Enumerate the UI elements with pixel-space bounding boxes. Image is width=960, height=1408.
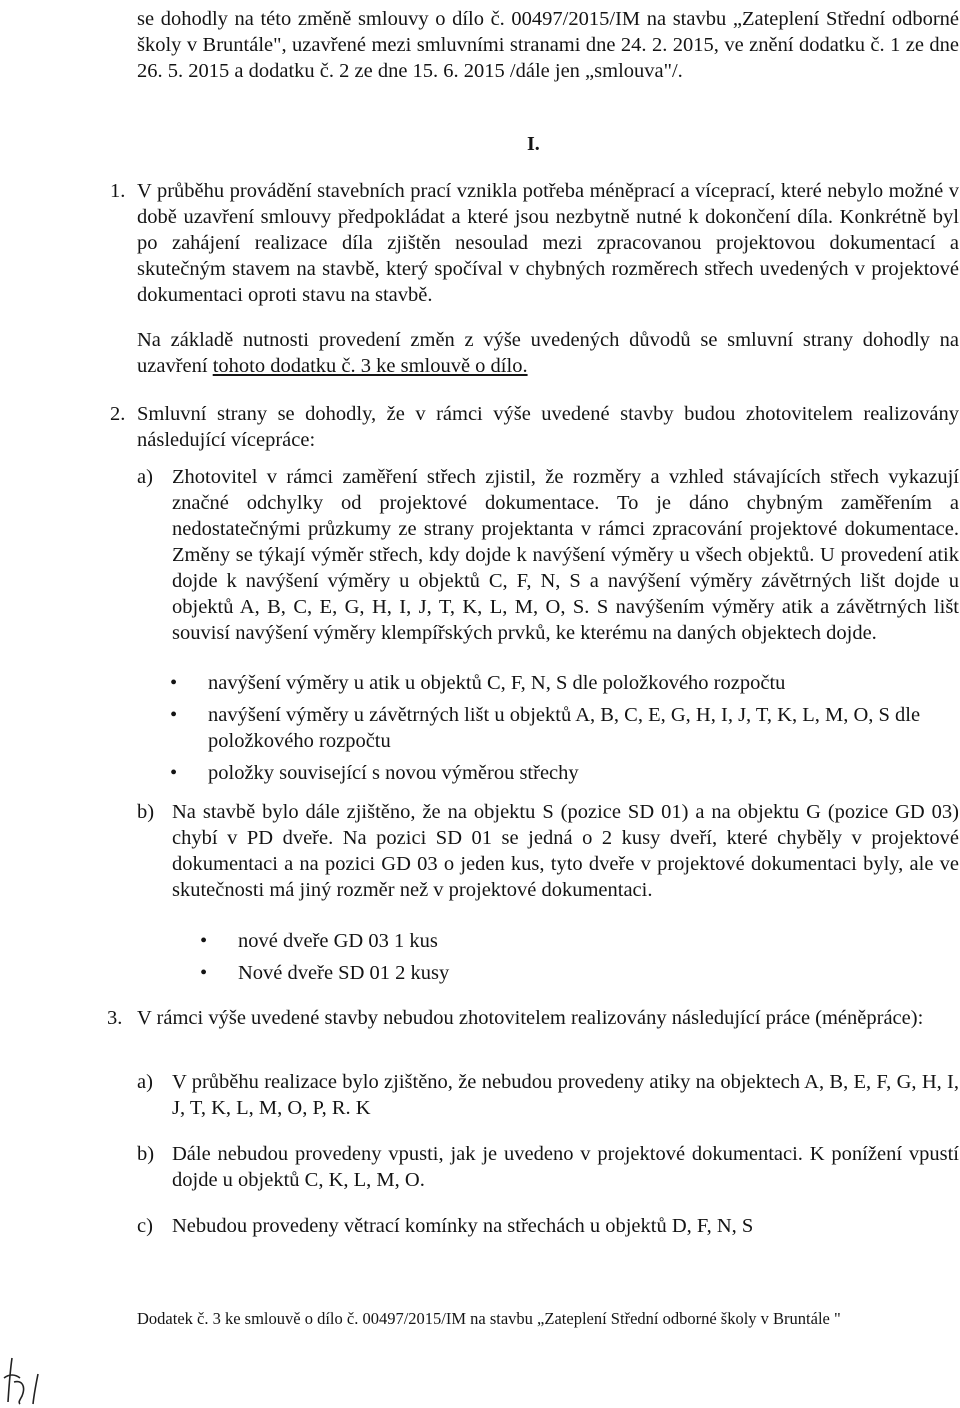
- intro-paragraph: se dohodly na této změně smlouvy o dílo č. 00497/2015/IM na stavbu „Zateplení Střední odborné školy v Bruntále", uzavřené mezi smluvními stranami dne 24. 2. 2015, ve znění dodatku č. 1 ze dne 26. 5. 2015 a dodatku č. 2 ze dne 15. 6. 2015 /dále jen „smlouva"/.: [137, 8, 959, 82]
- clause-3-number: 3.: [107, 1007, 123, 1029]
- clause-3b-paragraph: Dále nebudou provedeny vpusti, jak je uvedeno v projektové dokumentaci. K ponížení vpustí dojde u objektů C, K, L, M, O.: [172, 1143, 959, 1191]
- list-item-text: nové dveře GD 03 1 kus: [238, 930, 438, 952]
- clause-3a-paragraph: V průběhu realizace bylo zjištěno, že nebudou provedeny atiky na objektech A, B, E, F, G, H, I, J, T, K, L, M, O, P, R. K: [172, 1071, 959, 1119]
- bullet-icon: •: [200, 962, 208, 984]
- bullet-icon: •: [170, 704, 178, 726]
- list-item-text: položky související s novou výměrou střechy: [208, 762, 579, 784]
- section-heading: I.: [527, 133, 540, 155]
- agreement-text: Na základě nutnosti provedení změn z výše uvedených důvodů se smluvní strany dohodly na uzavření: [137, 329, 959, 377]
- bullet-icon: •: [200, 930, 208, 952]
- clause-2b-paragraph: Na stavbě bylo dále zjištěno, že na objektu S (pozice SD 01) a na objektu G (pozice GD 03) chybí v PD dveře. Na pozici SD 01 se jedná o 2 kusy dveří, které chyběly v projektové dokumentaci a na pozici GD 03 o jeden kus, tyto dveře v projektové dokumentaci byly, ale ve skutečnosti má jiný rozměr než v projektové dokumentaci.: [172, 801, 959, 901]
- clause-1-paragraph: V průběhu provádění stavebních prací vznikla potřeba méněprací a víceprací, které nebylo možné v době uzavření smlouvy předpokládat a které jsou nezbytně nutné k dokončení díla. Konkrétně byl po zahájení realizace díla zjištěn nesoulad mezi zpracovanou projektovou dokumentací a skutečným stavem na stavbě, který spočíval v chybných rozměrech střech uvedených v projektové dokumentaci oproti stavu na stavbě.: [137, 180, 959, 306]
- list-item: [170, 702, 959, 754]
- clause-2-intro: Smluvní strany se dohodly, že v rámci výše uvedené stavby budou zhotovitelem realizovány následující vícepráce:: [137, 403, 959, 451]
- list-item: [170, 670, 959, 696]
- clause-2-number: 2.: [110, 403, 126, 425]
- clause-1-agreement-paragraph: [137, 327, 959, 379]
- clause-3c-label: c): [137, 1215, 153, 1237]
- list-item-text: navýšení výměry u atik u objektů C, F, N, S dle položkového rozpočtu: [208, 672, 786, 694]
- clause-2a-bullet-list: [170, 670, 959, 786]
- clause-3-intro: V rámci výše uvedené stavby nebudou zhotovitelem realizovány následující práce (méněpráce):: [137, 1007, 924, 1029]
- clause-2a-paragraph: Zhotovitel v rámci zaměření střech zjistil, že rozměry a vzhled stávajících střech vykazují značné odchylky od projektové dokumentace. To je dáno chybným zaměřením a nedostatečnými průzkumy ze strany projektanta v rámci zpracování projektové dokumentace. Změny se týkají výměr střech, kdy dojde k navýšení výměry u všech objektů. U provedení atik dojde k navýšení výměry u objektů C, F, N, S a navýšení výměry závětrných lišt dojde u objektů A, B, C, E, G, H, I, J, T, K, L, M, O, S. S navýšením výměry atik a závětrných lišt souvisí navýšení výměry klempířských prvků, ke kterému na daných objektech dojde.: [172, 466, 959, 644]
- bullet-icon: •: [170, 672, 178, 694]
- clause-3a-label: a): [137, 1071, 153, 1093]
- amendment-reference: tohoto dodatku č. 3 ke smlouvě o dílo.: [212, 355, 528, 377]
- clause-3c-paragraph: Nebudou provedeny větrací komínky na střechách u objektů D, F, N, S: [172, 1215, 754, 1237]
- clause-2a-label: a): [137, 466, 153, 488]
- list-item: [200, 928, 959, 954]
- clause-1-number: 1.: [110, 180, 126, 202]
- page-footer: Dodatek č. 3 ke smlouvě o dílo č. 00497/2015/IM na stavbu „Zateplení Střední odborné školy v Bruntále ": [137, 1309, 841, 1328]
- clause-3b-label: b): [137, 1143, 155, 1165]
- list-item-text: navýšení výměry u závětrných lišt u objektů A, B, C, E, G, H, I, J, T, K, L, M, O, S dle položkového rozpočtu: [208, 704, 921, 752]
- list-item: [200, 960, 959, 986]
- handwritten-initials: [0, 1352, 60, 1408]
- list-item: [170, 760, 959, 786]
- clause-2b-bullet-list: [200, 928, 959, 986]
- bullet-icon: •: [170, 762, 178, 784]
- list-item-text: Nové dveře SD 01 2 kusy: [238, 962, 450, 984]
- clause-2b-label: b): [137, 801, 155, 823]
